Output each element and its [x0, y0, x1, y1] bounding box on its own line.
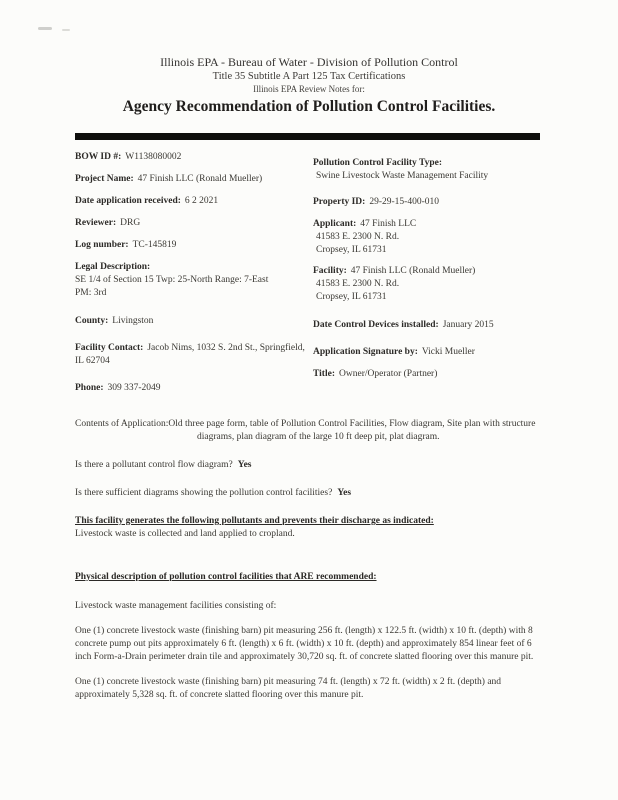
contents-label: Contents of Application:: [75, 419, 169, 429]
question-flow-diagram-answer: Yes: [237, 460, 252, 470]
facility-name: 47 Finish LLC (Ronald Mueller): [350, 266, 476, 276]
field-legal-description: [75, 261, 313, 300]
contents-of-application: [75, 418, 546, 444]
contents-value: Old three page form, table of Pollution Control Facilities, Flow diagram, Site plan with structure diagrams, plan diagram of the large 10 ft deep pit, plat diagram.: [168, 419, 536, 442]
field-application-signature: [313, 346, 560, 359]
physical-description-heading: Physical description of pollution control facilities that ARE recommended:: [75, 572, 377, 582]
field-county: [75, 315, 313, 328]
facility-label: Facility:: [313, 266, 347, 276]
scan-smudge: [62, 29, 70, 31]
document-header: [0, 0, 618, 117]
owner-title-label: Title:: [313, 369, 335, 379]
facility-contact-value: Jacob Nims, 1032 S. 2nd St., Springfield, IL 62704: [75, 343, 305, 366]
question-sufficient-diagrams-answer: Yes: [337, 488, 352, 498]
application-signature-label: Application Signature by:: [313, 347, 418, 357]
facility-address-line1: 41583 E. 2300 N. Rd.: [316, 279, 400, 289]
pit-description-1: One (1) concrete livestock waste (finishing barn) pit measuring 256 ft. (length) x 122.5 ft. (width) x 10 ft. (depth) with 8 concrete pump out pits approximately 6 ft. (length) x 6 ft. (width) x 10 ft. (depth) and approximately 854 linear feet of 6 inch Form-a-Drain perimeter drain tile and approximately 30,720 sq. ft. of concrete slatted flooring over this manure pit.: [75, 626, 534, 662]
field-applicant: [313, 218, 560, 257]
owner-title-value: Owner/Operator (Partner): [339, 369, 438, 379]
property-id-label: Property ID:: [313, 197, 366, 207]
divider-bar: [75, 133, 540, 140]
facility-type-value: Swine Livestock Waste Management Facility: [316, 171, 489, 181]
pollutants-text: Livestock waste is collected and land applied to cropland.: [75, 529, 295, 539]
field-bow-id: [75, 151, 313, 164]
field-project-name: [75, 173, 313, 186]
details-left-column: [75, 151, 313, 404]
bow-id-label: BOW ID #:: [75, 152, 122, 162]
field-owner-title: [313, 368, 560, 381]
facility-address-line2: Cropsey, IL 61731: [316, 292, 387, 302]
field-phone: [75, 382, 313, 395]
details-right-column: [313, 151, 560, 404]
header-title35-line: Title 35 Subtitle A Part 125 Tax Certifications: [212, 71, 406, 82]
header-review-notes-line: Illinois EPA Review Notes for:: [253, 84, 365, 94]
review-notes-section: [0, 418, 618, 702]
devices-installed-label: Date Control Devices installed:: [313, 320, 439, 330]
applicant-address-line2: Cropsey, IL 61731: [316, 245, 387, 255]
pollutants-heading: This facility generates the following pollutants and prevents their discharge as indicated:: [75, 516, 434, 526]
question-flow-diagram-text: Is there a pollutant control flow diagram?: [75, 460, 233, 470]
bow-id-value: W1138080002: [125, 152, 182, 162]
reviewer-value: DRG: [120, 218, 141, 228]
question-flow-diagram: [75, 459, 546, 472]
facility-type-label: Pollution Control Facility Type:: [313, 158, 443, 168]
pit-description-2: One (1) concrete livestock waste (finishing barn) pit measuring 74 ft. (length) x 72 ft. (width) x 2 ft. (depth) and approximately 5,328 sq. ft. of concrete slatted flooring over this manure pit.: [75, 677, 502, 700]
field-devices-installed: [313, 319, 560, 332]
applicant-name: 47 Finish LLC: [360, 219, 417, 229]
facility-contact-label: Facility Contact:: [75, 343, 144, 353]
details-section: [0, 140, 618, 404]
applicant-label: Applicant:: [313, 219, 357, 229]
date-received-value: 6 2 2021: [184, 196, 219, 206]
project-name-label: Project Name:: [75, 174, 134, 184]
header-agency-line: Illinois EPA - Bureau of Water - Division of Pollution Control: [160, 55, 458, 69]
field-reviewer: [75, 217, 313, 230]
property-id-value: 29-29-15-400-010: [369, 197, 439, 207]
question-sufficient-diagrams: [75, 487, 546, 500]
applicant-address-line1: 41583 E. 2300 N. Rd.: [316, 232, 400, 242]
county-value: Livingston: [112, 316, 154, 326]
field-date-received: [75, 195, 313, 208]
field-facility-type: [313, 157, 560, 183]
reviewer-label: Reviewer:: [75, 218, 117, 228]
log-number-value: TC-145819: [132, 240, 177, 250]
physical-description-intro: Livestock waste management facilities consisting of:: [75, 601, 277, 611]
county-label: County:: [75, 316, 109, 326]
project-name-value: 47 Finish LLC (Ronald Mueller): [137, 174, 263, 184]
document-title: Agency Recommendation of Pollution Control Facilities.: [122, 98, 496, 115]
field-facility-contact: [75, 342, 313, 368]
phone-value: 309 337-2049: [107, 383, 161, 393]
legal-description-line2: PM: 3rd: [75, 288, 107, 298]
field-log-number: [75, 239, 313, 252]
field-facility: [313, 265, 560, 304]
application-signature-value: Vicki Mueller: [421, 347, 475, 357]
question-sufficient-diagrams-text: Is there sufficient diagrams showing the pollution control facilities?: [75, 488, 333, 498]
field-property-id: [313, 196, 560, 209]
date-received-label: Date application received:: [75, 196, 181, 206]
phone-label: Phone:: [75, 383, 104, 393]
legal-description-label: Legal Description:: [75, 262, 151, 272]
scan-smudge: [38, 27, 52, 30]
devices-installed-value: January 2015: [442, 320, 494, 330]
legal-description-line1: SE 1/4 of Section 15 Twp: 25-North Range: 7-East: [75, 275, 269, 285]
log-number-label: Log number:: [75, 240, 129, 250]
